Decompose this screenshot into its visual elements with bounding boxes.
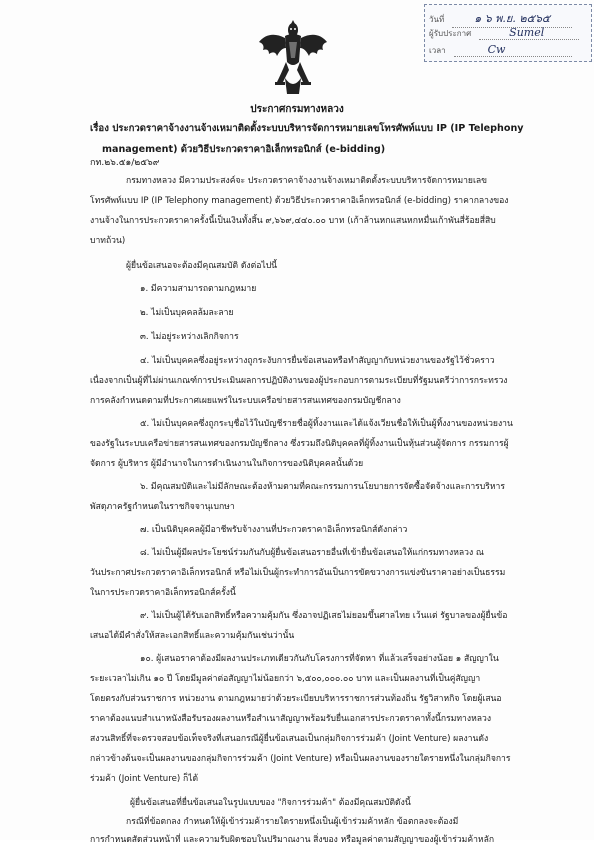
agency-heading: ประกาศกรมทางหลวง: [250, 104, 344, 115]
stamp-date-label: วันที่: [429, 15, 445, 24]
intro-line-2: โทรศัพท์แบบ IP (IP Telephony management) ด้วยวิธีประกวดราคาอิเล็กทรอนิกส์ (e-bidding) ราคากลางของ: [90, 196, 509, 206]
stamp-receiver-row: [429, 26, 579, 40]
qualification-5-line-3: จัดการ ผู้บริหาร ผู้มีอำนาจในการดำเนินงานในกิจการของนิติบุคคลนั้นด้วย: [90, 459, 364, 469]
qualification-8-line-2: วันประกาศประกวดราคาอิเล็กทรอนิกส์ หรือไม่เป็นผู้กระทำการอันเป็นการขัดขวางการแข่งขันราคาอย่างเป็นธรรม: [90, 568, 506, 578]
reference-number: กท.๒๖.๕๑/๒๕๖๙: [90, 158, 160, 168]
qualification-6-line-1: ๖. มีคุณสมบัติและไม่มีลักษณะต้องห้ามตามที่คณะกรรมการนโยบายการจัดซื้อจัดจ้างและการบริหาร: [140, 482, 505, 492]
qualification-9-line-1: ๙. ไม่เป็นผู้ได้รับเอกสิทธิ์หรือความคุ้มกัน ซึ่งอาจปฏิเสธไม่ยอมขึ้นศาลไทย เว้นแต่ รัฐบาลของผู้ยื่นข้อ: [140, 611, 508, 621]
stamp-date-value: ๑ ๖ พ.ย. ๒๕๖๕: [452, 9, 572, 28]
qualification-2: ๒. ไม่เป็นบุคคลล้มละลาย: [140, 308, 234, 318]
receipt-stamp: [424, 4, 592, 62]
stamp-time-row: [429, 43, 572, 57]
subject-block: [90, 118, 530, 160]
qualification-1: ๑. มีความสามารถตามกฎหมาย: [140, 284, 257, 294]
intro-line-4: บาทถ้วน): [90, 236, 126, 246]
qualification-10-line-1: ๑๐. ผู้เสนอราคาต้องมีผลงานประเภทเดียวกันกับโครงการที่จัดหา ที่แล้วเสร็จอย่างน้อย ๑ สัญญาใน: [140, 654, 499, 664]
qualification-10-line-3: โดยตรงกับส่วนราชการ หน่วยงาน ตามกฎหมายว่าด้วยระเบียบบริหารราชการส่วนท้องถิ่น รัฐวิสาหกิจ โดยผู้เสนอ: [90, 694, 502, 704]
stamp-time-signature: Cw: [454, 43, 572, 57]
qualification-10-line-4: ราคาต้องแนบสำเนาหนังสือรับรองผลงานหรือสำเนาสัญญาพร้อมรับยื่นเอกสารประกวดราคาทั้งนี้กรมทางหลวง: [90, 714, 492, 724]
subject-line-2: management) ด้วยวิธีประกวดราคาอิเล็กทรอนิกส์ (e-bidding): [102, 144, 386, 155]
stamp-receiver-label: ผู้รับประกาศ: [429, 29, 472, 38]
qualification-6-line-2: พัสดุภาครัฐกำหนดในราชกิจจานุเบกษา: [90, 502, 235, 512]
qualification-8-line-3: ในการประกวดราคาอิเล็กทรอนิกส์ครั้งนี้: [90, 588, 236, 598]
qualification-7: ๗. เป็นนิติบุคคลผู้มีอาชีพรับจ้างงานที่ประกวดราคาอิเล็กทรอนิกส์ดังกล่าว: [140, 525, 408, 535]
qualification-10-line-5: สงวนสิทธิ์ที่จะตรวจสอบข้อเท็จจริงที่เสนอกรณีผู้ยื่นข้อเสนอเป็นกลุ่มกิจการร่วมค้า (Joint Venture) ผลงานดัง: [90, 734, 489, 744]
joint-venture-line-2: การกำหนดสัดส่วนหน้าที่ และความรับผิดชอบในปริมาณงาน สิ่งของ หรือมูลค่าตามสัญญาของผู้เข้าร่วมค้าหลัก: [90, 835, 495, 845]
joint-venture-heading: ผู้ยื่นข้อเสนอที่ยื่นข้อเสนอในรูปแบบของ "กิจการร่วมค้า" ต้องมีคุณสมบัติดังนี้: [130, 798, 411, 808]
intro-line-1: กรมทางหลวง มีความประสงค์จะ ประกวดราคาจ้างงานจ้างเหมาติดตั้งระบบบริหารจัดการหมายเลข: [126, 176, 488, 186]
joint-venture-line-1: กรณีที่ข้อตกลง กำหนดให้ผู้เข้าร่วมค้ารายใดรายหนึ่งเป็นผู้เข้าร่วมค้าหลัก ข้อตกลงจะต้องมี: [126, 817, 459, 827]
stamp-time-label: เวลา: [429, 46, 446, 55]
qualification-4-line-3: การคลังกำหนดตามที่ประกาศเผยแพร่ในระบบเครือข่ายสารสนเทศของกรมบัญชีกลาง: [90, 396, 401, 406]
garuda-emblem: [255, 18, 331, 96]
qualification-heading: ผู้ยื่นข้อเสนอจะต้องมีคุณสมบัติ ดังต่อไปนี้: [126, 261, 278, 271]
stamp-receiver-signature: Sumel: [479, 26, 579, 40]
qualification-9-line-2: เสนอได้มีคำสั่งให้สละเอกสิทธิ์และความคุ้มกันเช่นว่านั้น: [90, 631, 295, 641]
qualification-10-line-6: กล่าวข้างต้นจะเป็นผลงานของกลุ่มกิจการร่วมค้า (Joint Venture) หรือเป็นผลงานของรายใดรายหนึ่งในกลุ่มกิจการ: [90, 754, 511, 764]
qualification-5-line-1: ๕. ไม่เป็นบุคคลซึ่งถูกระบุชื่อไว้ในบัญชีรายชื่อผู้ทิ้งงานและได้แจ้งเวียนชื่อให้เป็นผู้ทิ้งงานของหน่วยงาน: [140, 419, 513, 429]
qualification-8-line-1: ๘. ไม่เป็นผู้มีผลประโยชน์ร่วมกันกับผู้ยื่นข้อเสนอรายอื่นที่เข้ายื่นข้อเสนอให้แก่กรมทางหลวง ณ: [140, 548, 484, 558]
subject-line-1: เรื่อง ประกวดราคาจ้างงานจ้างเหมาติดตั้งระบบบริหารจัดการหมายเลขโทรศัพท์แบบ IP (IP Telephony: [90, 123, 524, 134]
qualification-10-line-2: ระยะเวลาไม่เกิน ๑๐ ปี โดยมีมูลค่าต่อสัญญาไม่น้อยกว่า ๖,๕๐๐,๐๐๐.๐๐ บาท และเป็นผลงานที่เป็นคู่สัญญา: [90, 674, 481, 684]
qualification-4-line-2: เนื่องจากเป็นผู้ที่ไม่ผ่านเกณฑ์การประเมินผลการปฏิบัติงานของผู้ประกอบการตามระเบียบที่รัฐมนตรีว่าการกระทรวง: [90, 376, 508, 386]
intro-line-3: งานจ้างในการประกวดราคาครั้งนี้เป็นเงินทั้งสิ้น ๙,๖๖๙,๔๔๐.๐๐ บาท (เก้าล้านหกแสนหกหมื่นเก้าพันสี่ร้อยสี่สิบ: [90, 216, 496, 226]
qualification-10-line-7: ร่วมค้า (Joint Venture) ก็ได้: [90, 774, 199, 784]
qualification-4-line-1: ๔. ไม่เป็นบุคคลซึ่งอยู่ระหว่างถูกระงับการยื่นข้อเสนอหรือทำสัญญากับหน่วยงานของรัฐไว้ชั่วคราว: [140, 356, 495, 366]
qualification-5-line-2: ของรัฐในระบบเครือข่ายสารสนเทศของกรมบัญชีกลาง ซึ่งรวมถึงนิติบุคคลที่ผู้ทิ้งงานเป็นหุ้นส่วนผู้จัดการ กรรมการผู้: [90, 439, 509, 449]
qualification-3: ๓. ไม่อยู่ระหว่างเลิกกิจการ: [140, 332, 239, 342]
